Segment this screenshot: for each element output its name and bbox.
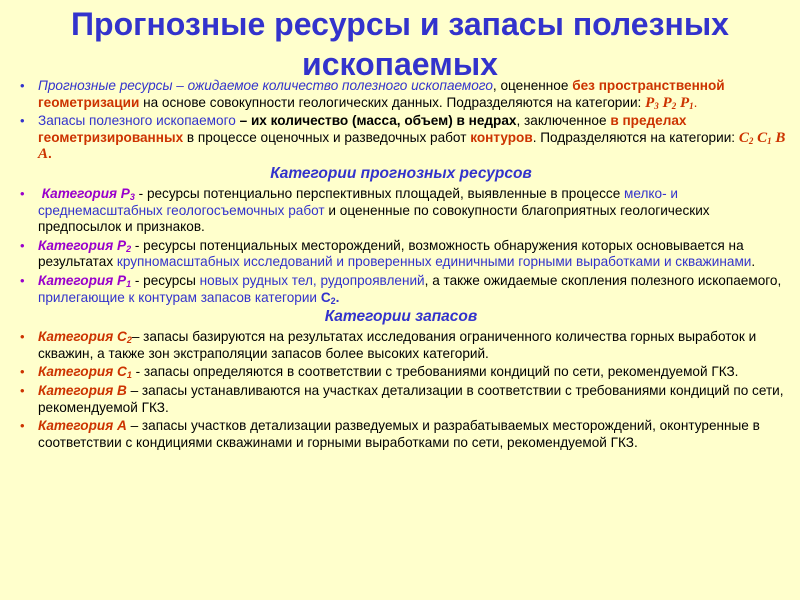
emphasis-quantity: их количество (масса, объем) в недрах — [250, 113, 517, 129]
text: . Подразделяются на категории: — [532, 129, 739, 145]
text: . — [693, 94, 698, 110]
category-label: Категория $Р_3$ — [41, 185, 135, 202]
category-code: $С_2$ $С_1$ В А — [38, 129, 786, 163]
resource-category-p2 — [16, 238, 786, 271]
text: - ресурсы — [131, 272, 200, 288]
text: в процессе оценочных и разведочных работ — [183, 129, 471, 145]
reserves-heading: Категории запасов — [324, 308, 478, 326]
link-text: мелко- и среднемасштабных геологосъемочных работ — [38, 185, 678, 218]
link-text: прилегающие к контурам запасов категории — [38, 289, 321, 305]
category-label: Категория $Р_1$ — [38, 272, 132, 289]
reserve-category-a — [16, 418, 786, 451]
link-text: крупномасштабных исследований и проверенных единичными горными выработками и скважинами — [116, 254, 752, 270]
link-text: новых рудных тел, рудопроявлений — [199, 272, 425, 288]
text: - запасы определяются в соответствии с требованиями кондиций по сети, рекомендуемой ГКЗ. — [131, 364, 739, 380]
slide-title: Прогнозные ресурсы и запасы полезных ископаемых — [71, 6, 729, 82]
reserve-category-c1 — [16, 364, 786, 381]
emphasis-geometrized: в пределах геометризированных — [38, 113, 687, 145]
category-label: Категория $С_2$ — [38, 329, 132, 346]
text: – запасы базируются на результатах исследования ограниченного количества горных выработок и скважин, а также зон экстраполяции запасов более высоких категорий. — [38, 329, 757, 361]
resource-category-p3 — [16, 186, 786, 236]
category-label: Категория $С_1$ — [38, 364, 132, 381]
text: – — [235, 113, 251, 129]
emphasis-no-geometrization: без пространственной геометризации — [38, 78, 725, 110]
text: . — [48, 146, 52, 162]
bullet-icon: • — [20, 113, 25, 129]
term-forecast-resources: Прогнозные ресурсы – ожидаемое количество полезного ископаемого — [38, 78, 493, 93]
resources-heading: Категории прогнозных ресурсов — [270, 164, 532, 182]
text: на основе совокупности геологических данных. Подразделяются на категории: — [139, 94, 646, 110]
definition-forecast-resources — [16, 78, 786, 111]
bullet-icon: • — [20, 364, 25, 380]
category-label: Категория А — [38, 418, 127, 434]
category-code: $С_2$. — [320, 289, 340, 306]
text: - ресурсы потенциальных месторождений, возможность обнаружения которых основывается на результатах — [38, 237, 744, 270]
text: и оцененные по совокупности благоприятных геологических предпосылок и признаков. — [38, 202, 710, 235]
text: , а также ожидаемые скопления полезного ископаемого, — [424, 272, 782, 288]
bullet-icon: • — [20, 78, 25, 93]
bullet-icon: • — [20, 329, 25, 345]
reserve-category-c2 — [16, 329, 786, 362]
text: , оцененное — [492, 78, 573, 93]
category-label: Категория $Р_2$ — [38, 237, 132, 254]
text: – запасы участков детализации разведуемых и разрабатываемых месторождений, оконтуренные в соответствии с кондициями скважинами и горными выработками по сети, рекомендуемой ГКЗ. — [38, 418, 760, 450]
bullet-icon: • — [20, 185, 25, 201]
reserve-category-b — [16, 383, 786, 416]
bullet-icon: • — [20, 418, 25, 434]
text: - ресурсы потенциально перспективных площадей, выявленные в процессе — [134, 185, 625, 201]
category-label: Категория В — [38, 382, 127, 398]
slide-content — [16, 78, 786, 453]
bullet-icon: • — [20, 237, 25, 253]
text: , заключенное — [516, 113, 611, 129]
term-reserves: Запасы полезного ископаемого — [38, 113, 236, 129]
text: – запасы устанавливаются на участках детализации в соответствии с требованиями кондиций по сети, рекомендуемой ГКЗ. — [38, 382, 784, 415]
bullet-icon: • — [20, 382, 25, 398]
text: . — [751, 254, 756, 270]
category-code: $Р_3$ $Р_2$ $Р_1$ — [645, 94, 694, 111]
definition-reserves — [16, 113, 786, 163]
bullet-icon: • — [20, 272, 25, 288]
emphasis-contours: контуров — [470, 129, 533, 145]
resource-category-p1 — [16, 273, 786, 306]
